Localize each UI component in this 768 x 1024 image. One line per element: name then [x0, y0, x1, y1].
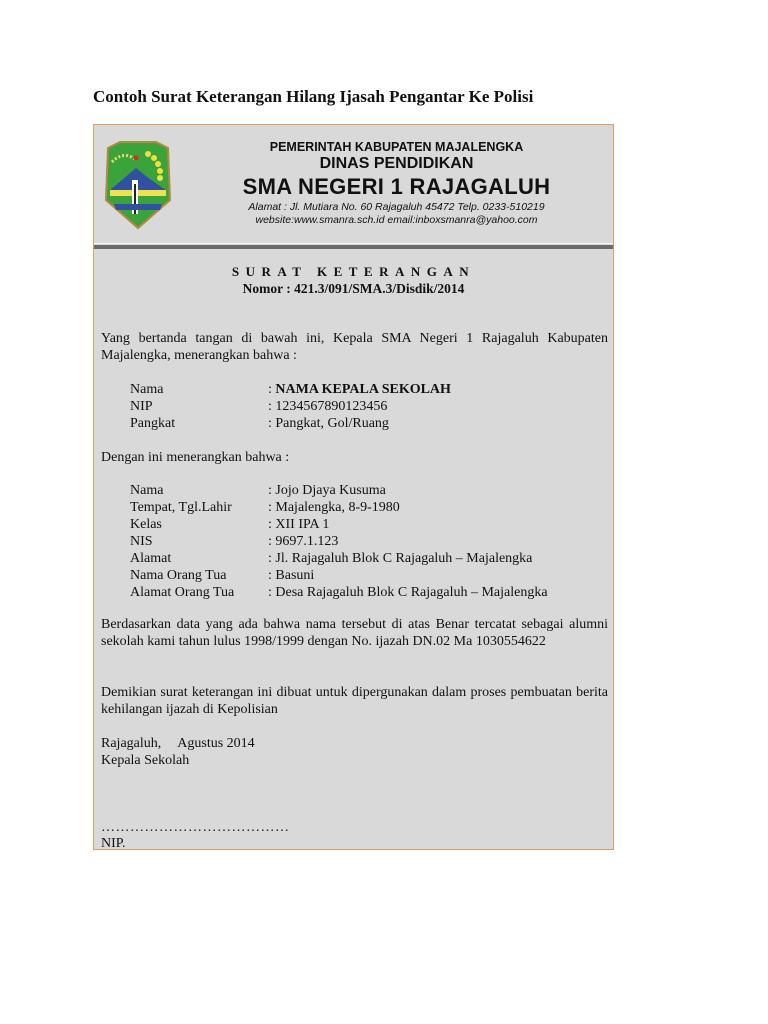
- letter-title: SURAT KETERANGAN: [231, 264, 476, 279]
- field-value: : 9697.1.123: [268, 534, 339, 549]
- student-field: [130, 584, 608, 601]
- student-field: [130, 499, 608, 516]
- field-label: Nama Orang Tua: [130, 568, 227, 583]
- student-field: [130, 533, 608, 550]
- second-intro: Dengan ini menerangkan bahwa :: [101, 450, 290, 465]
- signer-field-rank: [130, 415, 608, 432]
- signer-nip: NIP.: [101, 836, 126, 851]
- field-value: : Jl. Rajagaluh Blok C Rajagaluh – Majalengka: [268, 551, 533, 566]
- field-label: Alamat: [130, 551, 172, 566]
- letterhead-text: [194, 139, 599, 227]
- field-label: Alamat Orang Tua: [130, 585, 235, 600]
- field-value: : Jojo Djaya Kusuma: [268, 483, 386, 498]
- letter-title-block: [94, 264, 613, 297]
- signer-title: Kepala Sekolah: [101, 753, 190, 768]
- signer-field-name: [130, 381, 608, 398]
- signature-block: [101, 735, 608, 769]
- school-contact: website:www.smanra.sch.id email:inboxsmanra@yahoo.com: [255, 214, 538, 226]
- department-name: DINAS PENDIDIKAN: [319, 155, 474, 172]
- field-label: NIP: [130, 399, 153, 414]
- signer-field-nip: [130, 398, 608, 415]
- statement-paragraph: Berdasarkan data yang ada bahwa nama tersebut di atas Benar tercatat sebagai alumni sekolah kami tahun lulus 1998/1999 dengan No. ijazah DN.02 Ma 1030554622: [101, 617, 608, 649]
- field-label: Pangkat: [130, 416, 176, 431]
- field-value: : NAMA KEPALA SEKOLAH: [268, 382, 451, 397]
- student-details: [101, 482, 608, 601]
- signature-line: …………………………………: [101, 820, 290, 835]
- student-field: [130, 550, 608, 567]
- student-field: [130, 482, 608, 499]
- field-value: : 1234567890123456: [268, 399, 388, 414]
- field-value: : Basuni: [268, 568, 315, 583]
- student-field: [130, 516, 608, 533]
- field-label: NIS: [130, 534, 153, 549]
- school-address: Alamat : Jl. Mutiara No. 60 Rajagaluh 45472 Telp. 0233-510219: [248, 201, 545, 213]
- place-date: Rajagaluh, Agustus 2014: [101, 736, 255, 751]
- letter-number: Nomor : 421.3/091/SMA.3/Disdik/2014: [242, 281, 465, 296]
- field-label: Nama: [130, 382, 164, 397]
- school-name: SMA NEGERI 1 RAJAGALUH: [242, 174, 551, 199]
- government-name: PEMERINTAH KABUPATEN MAJALENGKA: [269, 140, 524, 154]
- field-value: : XII IPA 1: [268, 517, 330, 532]
- field-label: Kelas: [130, 517, 162, 532]
- majalengka-emblem-icon: [102, 140, 174, 230]
- letter-document: [93, 124, 614, 850]
- closing-paragraph: Demikian surat keterangan ini dibuat untuk dipergunakan dalam proses pembuatan berita kehilangan ijazah di Kepolisian: [101, 685, 608, 717]
- page-title: Contoh Surat Keterangan Hilang Ijasah Pengantar Ke Polisi: [93, 87, 534, 106]
- field-label: Tempat, Tgl.Lahir: [130, 500, 232, 515]
- signer-details: [101, 381, 608, 432]
- field-label: Nama: [130, 483, 164, 498]
- field-value: : Desa Rajagaluh Blok C Rajagaluh – Majalengka: [268, 585, 548, 600]
- letterhead-divider-thin: [94, 243, 613, 244]
- student-field: [130, 567, 608, 584]
- intro-paragraph: Yang bertanda tangan di bawah ini, Kepala SMA Negeri 1 Rajagaluh Kabupaten Majalengka, menerangkan bahwa :: [101, 331, 608, 363]
- field-value: : Pangkat, Gol/Ruang: [268, 416, 389, 431]
- letterhead-divider-thick: [94, 245, 613, 249]
- letterhead: [94, 125, 613, 245]
- field-value: : Majalengka, 8-9-1980: [268, 500, 400, 515]
